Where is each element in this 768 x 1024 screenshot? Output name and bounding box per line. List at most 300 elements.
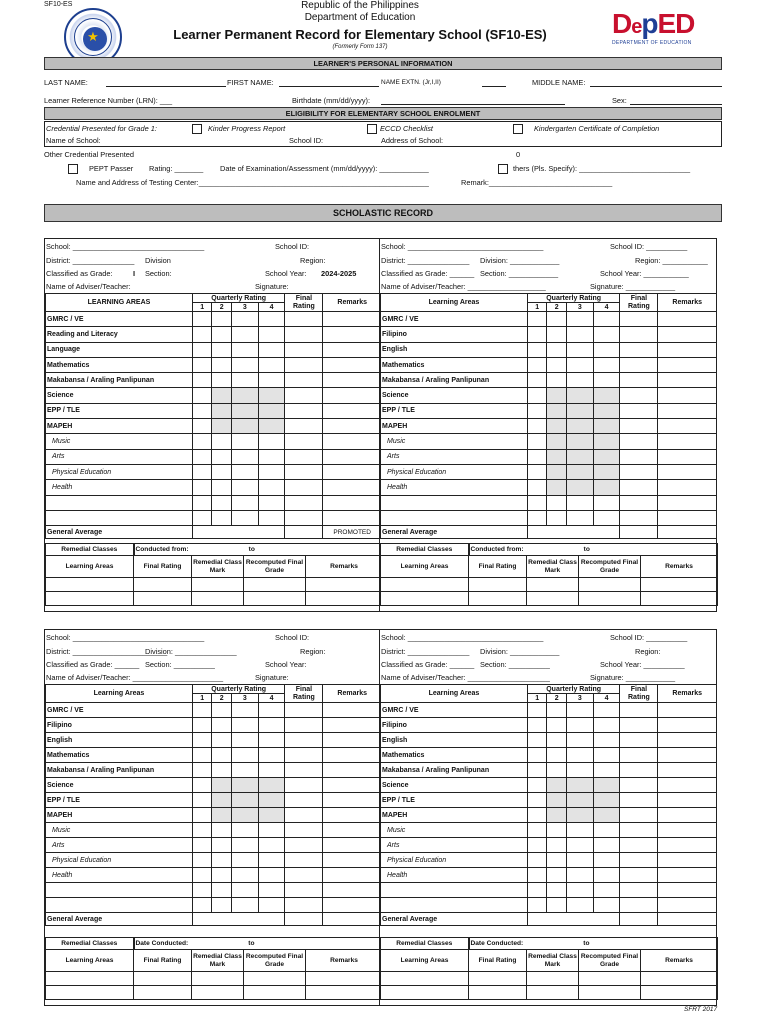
grade-cell[interactable] [527,327,547,342]
grade-cell[interactable] [593,763,620,778]
grade-cell[interactable] [658,464,717,479]
remedial-cell[interactable] [641,972,718,986]
remedial-cell[interactable] [527,578,579,592]
grade-cell[interactable] [620,388,658,403]
grade-cell[interactable] [212,449,232,464]
remedial-cell[interactable] [641,592,718,606]
grade-cell[interactable] [566,898,593,913]
grade-cell[interactable] [323,312,382,327]
remedial-cell[interactable] [244,972,306,986]
grade-cell[interactable] [192,495,212,510]
grade-cell[interactable] [620,808,658,823]
grade-cell[interactable] [593,357,620,372]
grade-cell[interactable] [658,823,717,838]
grade-cell[interactable] [231,793,258,808]
grade-cell[interactable] [212,388,232,403]
grade-cell[interactable] [192,868,212,883]
grade-cell[interactable] [593,883,620,898]
grade-cell[interactable] [212,793,232,808]
grade-cell[interactable] [212,718,232,733]
grade-cell[interactable] [620,898,658,913]
grade-cell[interactable] [258,495,285,510]
grade-cell[interactable] [547,793,567,808]
grade-cell[interactable] [231,373,258,388]
grade-cell[interactable] [231,434,258,449]
grade-cell[interactable] [212,357,232,372]
grade-cell[interactable] [212,703,232,718]
grade-cell[interactable] [231,868,258,883]
grade-cell[interactable] [527,898,547,913]
grade-cell[interactable] [593,838,620,853]
remedial-cell[interactable] [469,986,527,1000]
grade-cell[interactable] [192,763,212,778]
grade-cell[interactable] [527,733,547,748]
grade-cell[interactable] [620,480,658,495]
grade-cell[interactable] [285,342,323,357]
grade-cell[interactable] [620,510,658,525]
grade-cell[interactable] [547,883,567,898]
grade-cell[interactable] [231,733,258,748]
general-average-final[interactable] [285,526,323,539]
grade-cell[interactable] [593,495,620,510]
grade-cell[interactable] [285,464,323,479]
grade-cell[interactable] [212,763,232,778]
grade-cell[interactable] [658,312,717,327]
grade-cell[interactable] [258,733,285,748]
grade-cell[interactable] [658,373,717,388]
middle-name-field[interactable] [590,86,722,87]
grade-cell[interactable] [212,838,232,853]
grade-cell[interactable] [285,733,323,748]
grade-cell[interactable] [258,327,285,342]
grade-cell[interactable] [231,808,258,823]
grade-cell[interactable] [231,312,258,327]
general-average-cell[interactable] [192,526,284,539]
grade-cell[interactable] [593,510,620,525]
grade-cell[interactable] [192,793,212,808]
remedial-cell[interactable] [469,972,527,986]
grade-cell[interactable] [212,419,232,434]
eccd-checkbox[interactable] [367,124,377,134]
grade-cell[interactable] [212,480,232,495]
grade-cell[interactable] [212,748,232,763]
grade-cell[interactable] [547,748,567,763]
grade-cell[interactable] [192,480,212,495]
grade-cell[interactable] [323,763,382,778]
remedial-cell[interactable] [381,578,469,592]
grade-cell[interactable] [192,403,212,418]
grade-cell[interactable] [658,357,717,372]
grade-cell[interactable] [258,357,285,372]
remedial-cell[interactable] [46,972,134,986]
grade-cell[interactable] [285,748,323,763]
grade-cell[interactable] [566,868,593,883]
grade-cell[interactable] [258,898,285,913]
grade-cell[interactable] [566,733,593,748]
grade-cell[interactable] [212,434,232,449]
remedial-cell[interactable] [192,972,244,986]
grade-cell[interactable] [547,733,567,748]
grade-cell[interactable] [231,449,258,464]
remedial-cell[interactable] [192,592,244,606]
grade-cell[interactable] [547,808,567,823]
grade-cell[interactable] [258,403,285,418]
grade-cell[interactable] [593,778,620,793]
grade-cell[interactable] [658,868,717,883]
grade-cell[interactable] [258,793,285,808]
grade-cell[interactable] [323,342,382,357]
grade-cell[interactable] [658,733,717,748]
grade-cell[interactable] [285,327,323,342]
grade-cell[interactable] [231,823,258,838]
grade-cell[interactable] [231,838,258,853]
grade-cell[interactable] [547,510,567,525]
grade-cell[interactable] [547,868,567,883]
grade-cell[interactable] [527,388,547,403]
grade-cell[interactable] [258,480,285,495]
general-average-final[interactable] [620,913,658,926]
grade-cell[interactable] [323,434,382,449]
grade-cell[interactable] [192,434,212,449]
grade-cell[interactable] [566,388,593,403]
grade-cell[interactable] [566,748,593,763]
grade-cell[interactable] [323,449,382,464]
birthdate-field[interactable] [381,104,565,105]
grade-cell[interactable] [285,434,323,449]
grade-cell[interactable] [658,793,717,808]
grade-cell[interactable] [527,510,547,525]
grade-cell[interactable] [658,419,717,434]
grade-cell[interactable] [620,403,658,418]
grade-cell[interactable] [212,853,232,868]
grade-cell[interactable] [231,748,258,763]
grade-cell[interactable] [527,808,547,823]
remedial-cell[interactable] [579,986,641,1000]
remedial-cell[interactable] [192,578,244,592]
remedial-cell[interactable] [46,578,134,592]
grade-cell[interactable] [527,853,547,868]
grade-cell[interactable] [258,342,285,357]
grade-cell[interactable] [593,718,620,733]
grade-cell[interactable] [285,718,323,733]
grade-cell[interactable] [547,718,567,733]
grade-cell[interactable] [323,388,382,403]
grade-cell[interactable] [323,510,382,525]
grade-cell[interactable] [285,495,323,510]
grade-cell[interactable] [323,357,382,372]
grade-cell[interactable] [658,808,717,823]
grade-cell[interactable] [285,312,323,327]
grade-cell[interactable] [547,898,567,913]
grade-cell[interactable] [231,403,258,418]
grade-cell[interactable] [258,838,285,853]
grade-cell[interactable] [192,342,212,357]
kinder-checkbox[interactable] [192,124,202,134]
kcert-checkbox[interactable] [513,124,523,134]
grade-cell[interactable] [258,703,285,718]
grade-cell[interactable] [258,778,285,793]
grade-cell[interactable] [323,327,382,342]
grade-cell[interactable] [593,868,620,883]
grade-cell[interactable] [527,403,547,418]
grade-cell[interactable] [192,778,212,793]
grade-cell[interactable] [323,868,382,883]
grade-cell[interactable] [285,883,323,898]
grade-cell[interactable] [192,464,212,479]
grade-cell[interactable] [258,388,285,403]
grade-cell[interactable] [192,703,212,718]
grade-cell[interactable] [547,480,567,495]
grade-cell[interactable] [323,464,382,479]
grade-cell[interactable] [258,868,285,883]
grade-cell[interactable] [323,883,382,898]
grade-cell[interactable] [593,793,620,808]
grade-cell[interactable] [547,823,567,838]
grade-cell[interactable] [547,778,567,793]
grade-cell[interactable] [285,449,323,464]
remedial-cell[interactable] [134,578,192,592]
grade-cell[interactable] [231,853,258,868]
grade-cell[interactable] [192,357,212,372]
grade-cell[interactable] [258,510,285,525]
grade-cell[interactable] [658,495,717,510]
grade-cell[interactable] [593,403,620,418]
remedial-cell[interactable] [134,972,192,986]
remedial-cell[interactable] [244,592,306,606]
grade-cell[interactable] [192,388,212,403]
grade-cell[interactable] [566,373,593,388]
grade-cell[interactable] [285,853,323,868]
grade-cell[interactable] [192,838,212,853]
general-average-cell[interactable] [527,526,619,539]
grade-cell[interactable] [192,898,212,913]
grade-cell[interactable] [323,495,382,510]
grade-cell[interactable] [566,449,593,464]
grade-cell[interactable] [527,373,547,388]
grade-cell[interactable] [212,327,232,342]
remedial-cell[interactable] [579,578,641,592]
remedial-cell[interactable] [381,986,469,1000]
grade-cell[interactable] [231,703,258,718]
grade-cell[interactable] [323,793,382,808]
grade-cell[interactable] [212,312,232,327]
grade-cell[interactable] [285,419,323,434]
grade-cell[interactable] [593,898,620,913]
grade-cell[interactable] [527,868,547,883]
remedial-cell[interactable] [46,986,134,1000]
grade-cell[interactable] [527,883,547,898]
grade-cell[interactable] [212,342,232,357]
grade-cell[interactable] [620,778,658,793]
grade-cell[interactable] [212,823,232,838]
remedial-cell[interactable] [134,986,192,1000]
grade-cell[interactable] [192,748,212,763]
grade-cell[interactable] [231,883,258,898]
grade-cell[interactable] [285,763,323,778]
grade-cell[interactable] [593,419,620,434]
grade-cell[interactable] [593,373,620,388]
grade-cell[interactable] [620,327,658,342]
grade-cell[interactable] [566,434,593,449]
grade-cell[interactable] [323,748,382,763]
remedial-cell[interactable] [306,592,383,606]
grade-cell[interactable] [620,823,658,838]
grade-cell[interactable] [212,868,232,883]
grade-cell[interactable] [527,838,547,853]
grade-cell[interactable] [323,853,382,868]
grade-cell[interactable] [285,357,323,372]
grade-cell[interactable] [547,464,567,479]
grade-cell[interactable] [658,898,717,913]
grade-cell[interactable] [593,388,620,403]
grade-cell[interactable] [231,357,258,372]
grade-cell[interactable] [527,434,547,449]
grade-cell[interactable] [566,480,593,495]
grade-cell[interactable] [527,464,547,479]
grade-cell[interactable] [620,373,658,388]
grade-cell[interactable] [527,449,547,464]
grade-cell[interactable] [323,733,382,748]
grade-cell[interactable] [212,898,232,913]
grade-cell[interactable] [285,510,323,525]
grade-cell[interactable] [323,778,382,793]
grade-cell[interactable] [527,480,547,495]
grade-cell[interactable] [231,342,258,357]
grade-cell[interactable] [192,853,212,868]
grade-cell[interactable] [566,419,593,434]
grade-cell[interactable] [285,373,323,388]
remedial-cell[interactable] [244,986,306,1000]
grade-cell[interactable] [658,388,717,403]
remedial-cell[interactable] [641,578,718,592]
grade-cell[interactable] [231,718,258,733]
grade-cell[interactable] [192,419,212,434]
grade-cell[interactable] [258,883,285,898]
remedial-cell[interactable] [527,592,579,606]
grade-cell[interactable] [527,342,547,357]
grade-cell[interactable] [566,703,593,718]
grade-cell[interactable] [547,388,567,403]
grade-cell[interactable] [593,312,620,327]
grade-cell[interactable] [658,480,717,495]
grade-cell[interactable] [547,853,567,868]
remedial-cell[interactable] [381,592,469,606]
grade-cell[interactable] [323,808,382,823]
general-average-cell[interactable] [192,913,284,926]
grade-cell[interactable] [258,312,285,327]
grade-cell[interactable] [658,434,717,449]
remedial-cell[interactable] [192,986,244,1000]
grade-cell[interactable] [323,718,382,733]
grade-cell[interactable] [566,357,593,372]
grade-cell[interactable] [192,449,212,464]
grade-cell[interactable] [212,808,232,823]
remedial-cell[interactable] [244,578,306,592]
remedial-cell[interactable] [579,972,641,986]
grade-cell[interactable] [527,703,547,718]
grade-cell[interactable] [620,838,658,853]
grade-cell[interactable] [285,480,323,495]
grade-cell[interactable] [593,853,620,868]
grade-cell[interactable] [566,495,593,510]
grade-cell[interactable] [212,495,232,510]
grade-cell[interactable] [231,388,258,403]
grade-cell[interactable] [527,778,547,793]
grade-cell[interactable] [285,793,323,808]
pept-checkbox[interactable] [68,164,78,174]
grade-cell[interactable] [658,778,717,793]
grade-cell[interactable] [527,793,547,808]
grade-cell[interactable] [658,342,717,357]
general-average-cell[interactable] [527,913,619,926]
grade-cell[interactable] [566,838,593,853]
grade-cell[interactable] [566,464,593,479]
remedial-cell[interactable] [641,986,718,1000]
grade-cell[interactable] [620,748,658,763]
grade-cell[interactable] [527,823,547,838]
grade-cell[interactable] [547,403,567,418]
grade-cell[interactable] [192,823,212,838]
grade-cell[interactable] [231,419,258,434]
remedial-cell[interactable] [46,592,134,606]
grade-cell[interactable] [212,403,232,418]
grade-cell[interactable] [566,853,593,868]
grade-cell[interactable] [620,419,658,434]
grade-cell[interactable] [258,748,285,763]
grade-cell[interactable] [323,823,382,838]
grade-cell[interactable] [212,733,232,748]
grade-cell[interactable] [285,403,323,418]
grade-cell[interactable] [323,703,382,718]
grade-cell[interactable] [658,853,717,868]
grade-cell[interactable] [566,312,593,327]
remedial-cell[interactable] [134,592,192,606]
grade-cell[interactable] [212,883,232,898]
grade-cell[interactable] [231,495,258,510]
grade-cell[interactable] [658,748,717,763]
grade-cell[interactable] [547,342,567,357]
grade-cell[interactable] [285,778,323,793]
grade-cell[interactable] [620,495,658,510]
grade-cell[interactable] [285,838,323,853]
grade-cell[interactable] [593,434,620,449]
grade-cell[interactable] [620,793,658,808]
grade-cell[interactable] [593,823,620,838]
remedial-cell[interactable] [527,986,579,1000]
grade-cell[interactable] [593,748,620,763]
grade-cell[interactable] [192,312,212,327]
grade-cell[interactable] [658,703,717,718]
grade-cell[interactable] [231,464,258,479]
grade-cell[interactable] [323,373,382,388]
grade-cell[interactable] [658,883,717,898]
grade-cell[interactable] [593,808,620,823]
grade-cell[interactable] [547,327,567,342]
last-name-field[interactable] [106,86,226,87]
grade-cell[interactable] [620,342,658,357]
grade-cell[interactable] [231,763,258,778]
grade-cell[interactable] [231,480,258,495]
grade-cell[interactable] [566,823,593,838]
grade-cell[interactable] [620,733,658,748]
grade-cell[interactable] [212,464,232,479]
grade-cell[interactable] [527,748,547,763]
general-average-final[interactable] [285,913,323,926]
grade-cell[interactable] [285,823,323,838]
grade-cell[interactable] [658,838,717,853]
grade-cell[interactable] [620,718,658,733]
grade-cell[interactable] [593,327,620,342]
